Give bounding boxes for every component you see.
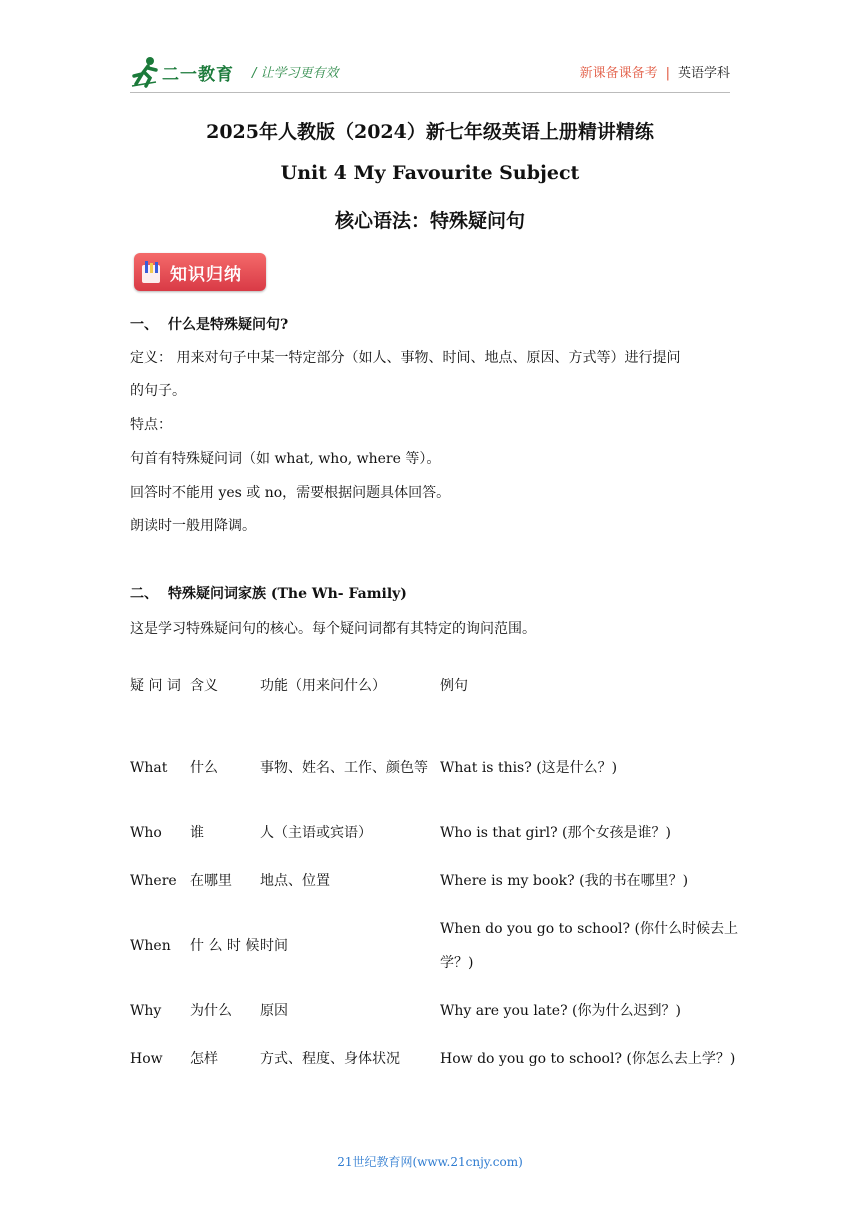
unit-title: Unit 4 My Favourite Subject xyxy=(280,162,580,184)
table-cell: Where xyxy=(130,873,177,889)
page-header xyxy=(130,56,730,90)
header-subject: 英语学科 xyxy=(677,66,730,81)
table-cell: 时间 xyxy=(260,938,288,954)
table-cell: 谁 xyxy=(190,825,204,841)
table-row xyxy=(130,864,740,898)
table-row xyxy=(130,912,740,980)
table-cell: 怎样 xyxy=(190,1051,218,1067)
table-header-cell: 功能（用来问什么） xyxy=(260,678,386,694)
table-cell: 什么 xyxy=(190,760,218,776)
table-row xyxy=(130,1042,740,1076)
topic-title: 核心语法：特殊疑问句 xyxy=(334,210,525,232)
section2-title: 特殊疑问词家族 (The Wh- Family) xyxy=(168,586,407,602)
table-cell: Why are you late? (你为什么迟到？) xyxy=(440,1003,681,1019)
table-cell: When xyxy=(130,938,171,954)
table-row xyxy=(130,734,740,802)
table-header-cell: 例句 xyxy=(440,678,468,694)
knowledge-badge xyxy=(134,253,266,291)
section2-intro: 这是学习特殊疑问句的核心。每个疑问词都有其特定的询问范围。 xyxy=(130,621,536,637)
header-separator: | xyxy=(665,66,670,81)
table-header-cell: 疑 问 词 xyxy=(130,678,181,694)
table-cell: 为什么 xyxy=(190,1003,232,1019)
definition-line2: 的句子。 xyxy=(130,383,186,399)
table-cell: Where is my book? (我的书在哪里？) xyxy=(440,873,689,889)
feature-item-2: 回答时不能用 yes 或 no，需要根据问题具体回答。 xyxy=(130,485,451,501)
table-cell: How do you go to school? (你怎么去上学？) xyxy=(440,1051,736,1067)
section1-title: 什么是特殊疑问句? xyxy=(168,317,289,333)
table-cell: Who is that girl? (那个女孩是谁？) xyxy=(440,825,671,841)
features-label: 特点： xyxy=(130,417,172,433)
table-cell: What is this? (这是什么？) xyxy=(440,760,618,776)
table-cell: 什 么 时 候 xyxy=(190,938,260,954)
table-cell: Who xyxy=(130,825,162,841)
table-cell: 人（主语或宾语） xyxy=(260,825,372,841)
table-cell: When do you go to school? (你什么时候去上学？) xyxy=(440,921,738,971)
section2-heading xyxy=(130,577,407,611)
table-header-row xyxy=(130,652,740,720)
section2-number: 二、 xyxy=(130,586,158,602)
section1-heading xyxy=(130,308,288,342)
section1-number: 一、 xyxy=(130,317,158,333)
table-cell: 方式、程度、身体状况 xyxy=(260,1051,400,1067)
table-cell: 地点、位置 xyxy=(260,873,330,889)
badge-label: 知识归纳 xyxy=(170,265,242,285)
table-cell: What xyxy=(130,760,168,776)
table-cell: How xyxy=(130,1051,163,1067)
header-divider xyxy=(130,92,730,93)
page-title: 2025年人教版（2024）新七年级英语上册精讲精练 xyxy=(206,121,654,143)
table-cell: 在哪里 xyxy=(190,873,232,889)
header-right xyxy=(580,62,730,81)
header-tagline: 新课备课备考 xyxy=(579,66,658,81)
table-row xyxy=(130,816,740,850)
feature-item-3: 朗读时一般用降调。 xyxy=(130,518,256,534)
book-icon xyxy=(140,259,162,285)
page-footer: 21世纪教育网(www.21cnjy.com) xyxy=(337,1155,523,1169)
definition-line1: 定义： 用来对句子中某一特定部分（如人、事物、时间、地点、原因、方式等）进行提问 xyxy=(130,350,681,366)
logo-text: 二一教育 xyxy=(162,65,234,85)
table-cell: 事物、姓名、工作、颜色等 xyxy=(260,760,428,776)
table-cell: 原因 xyxy=(260,1003,288,1019)
header-slogan: / 让学习更有效 xyxy=(252,66,339,81)
table-cell: Why xyxy=(130,1003,162,1019)
runner-icon xyxy=(130,56,164,88)
table-header-cell: 含义 xyxy=(190,678,218,694)
table-row xyxy=(130,994,740,1028)
wh-words-table xyxy=(130,652,740,1076)
feature-item-1: 句首有特殊疑问词（如 what, who, where 等）。 xyxy=(130,451,441,467)
brand-logo xyxy=(130,56,240,88)
